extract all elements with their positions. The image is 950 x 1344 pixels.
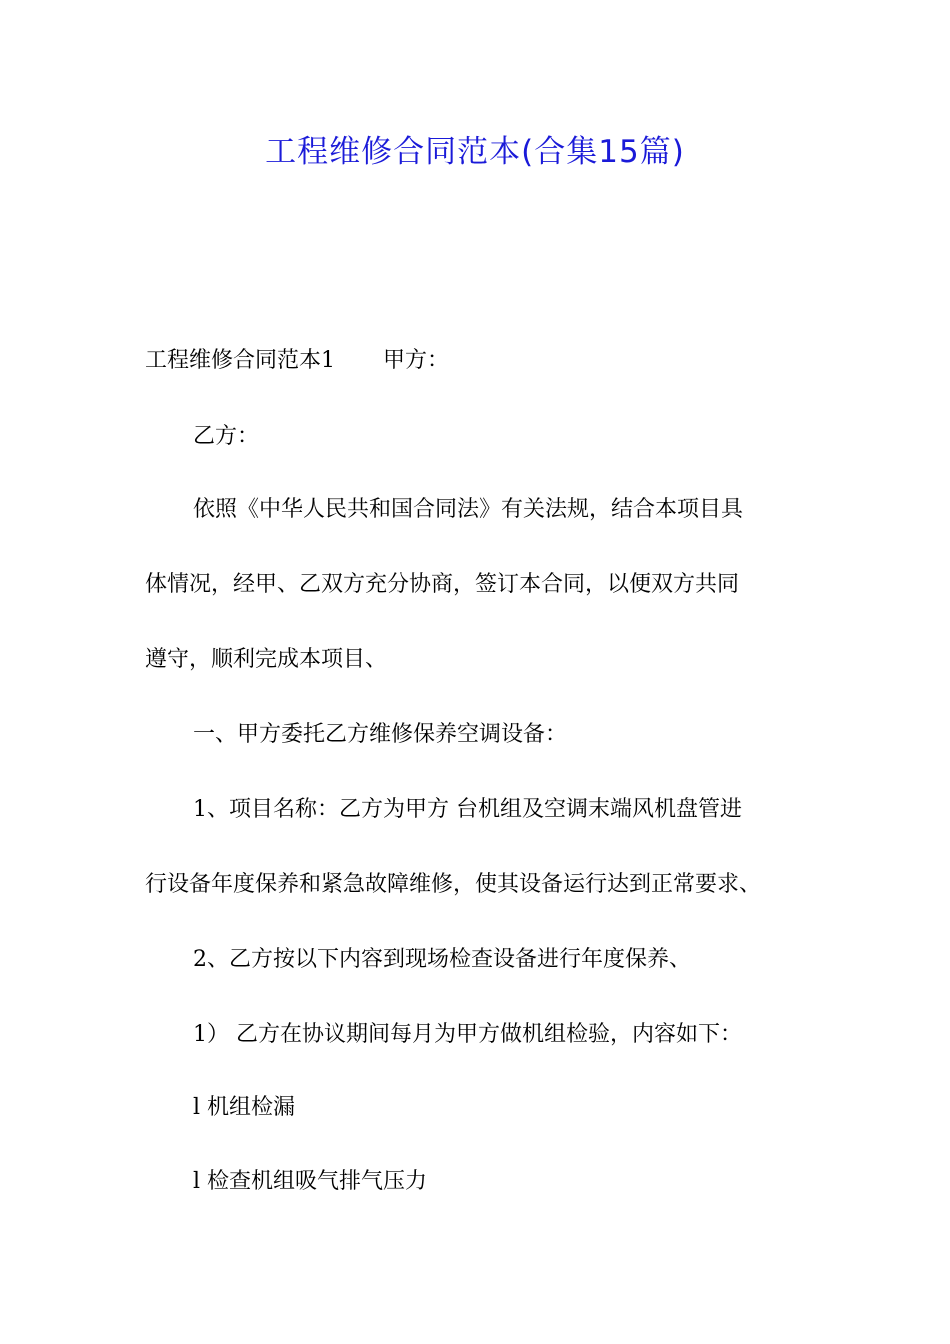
section-heading: 工程维修合同范本1	[145, 348, 335, 373]
document-title: 工程维修合同范本(合集15篇)	[265, 134, 685, 170]
check-item-1: l 机组检漏	[193, 1095, 296, 1120]
item-2-sub-1: 1） 乙方在协议期间每月为甲方做机组检验，内容如下：	[193, 1022, 742, 1047]
intro-line-2: 体情况，经甲、乙双方充分协商，签订本合同，以便双方共同	[145, 572, 740, 597]
party-a-label: 甲方：	[383, 348, 450, 373]
check-item-2: l 检查机组吸气排气压力	[193, 1169, 428, 1194]
clause-1: 一、甲方委托乙方维修保养空调设备：	[193, 722, 568, 747]
party-b-label: 乙方：	[193, 424, 260, 449]
item-1-line-1: 1、项目名称：乙方为甲方 台机组及空调末端风机盘管进	[193, 797, 742, 822]
intro-line-1: 依照《中华人民共和国合同法》有关法规，结合本项目具	[193, 497, 744, 522]
intro-line-3: 遵守，顺利完成本项目、	[145, 647, 388, 672]
item-2: 2、乙方按以下内容到现场检查设备进行年度保养、	[193, 947, 691, 972]
section-heading-line	[145, 343, 449, 379]
item-1-line-2: 行设备年度保养和紧急故障维修，使其设备运行达到正常要求、	[145, 872, 762, 897]
